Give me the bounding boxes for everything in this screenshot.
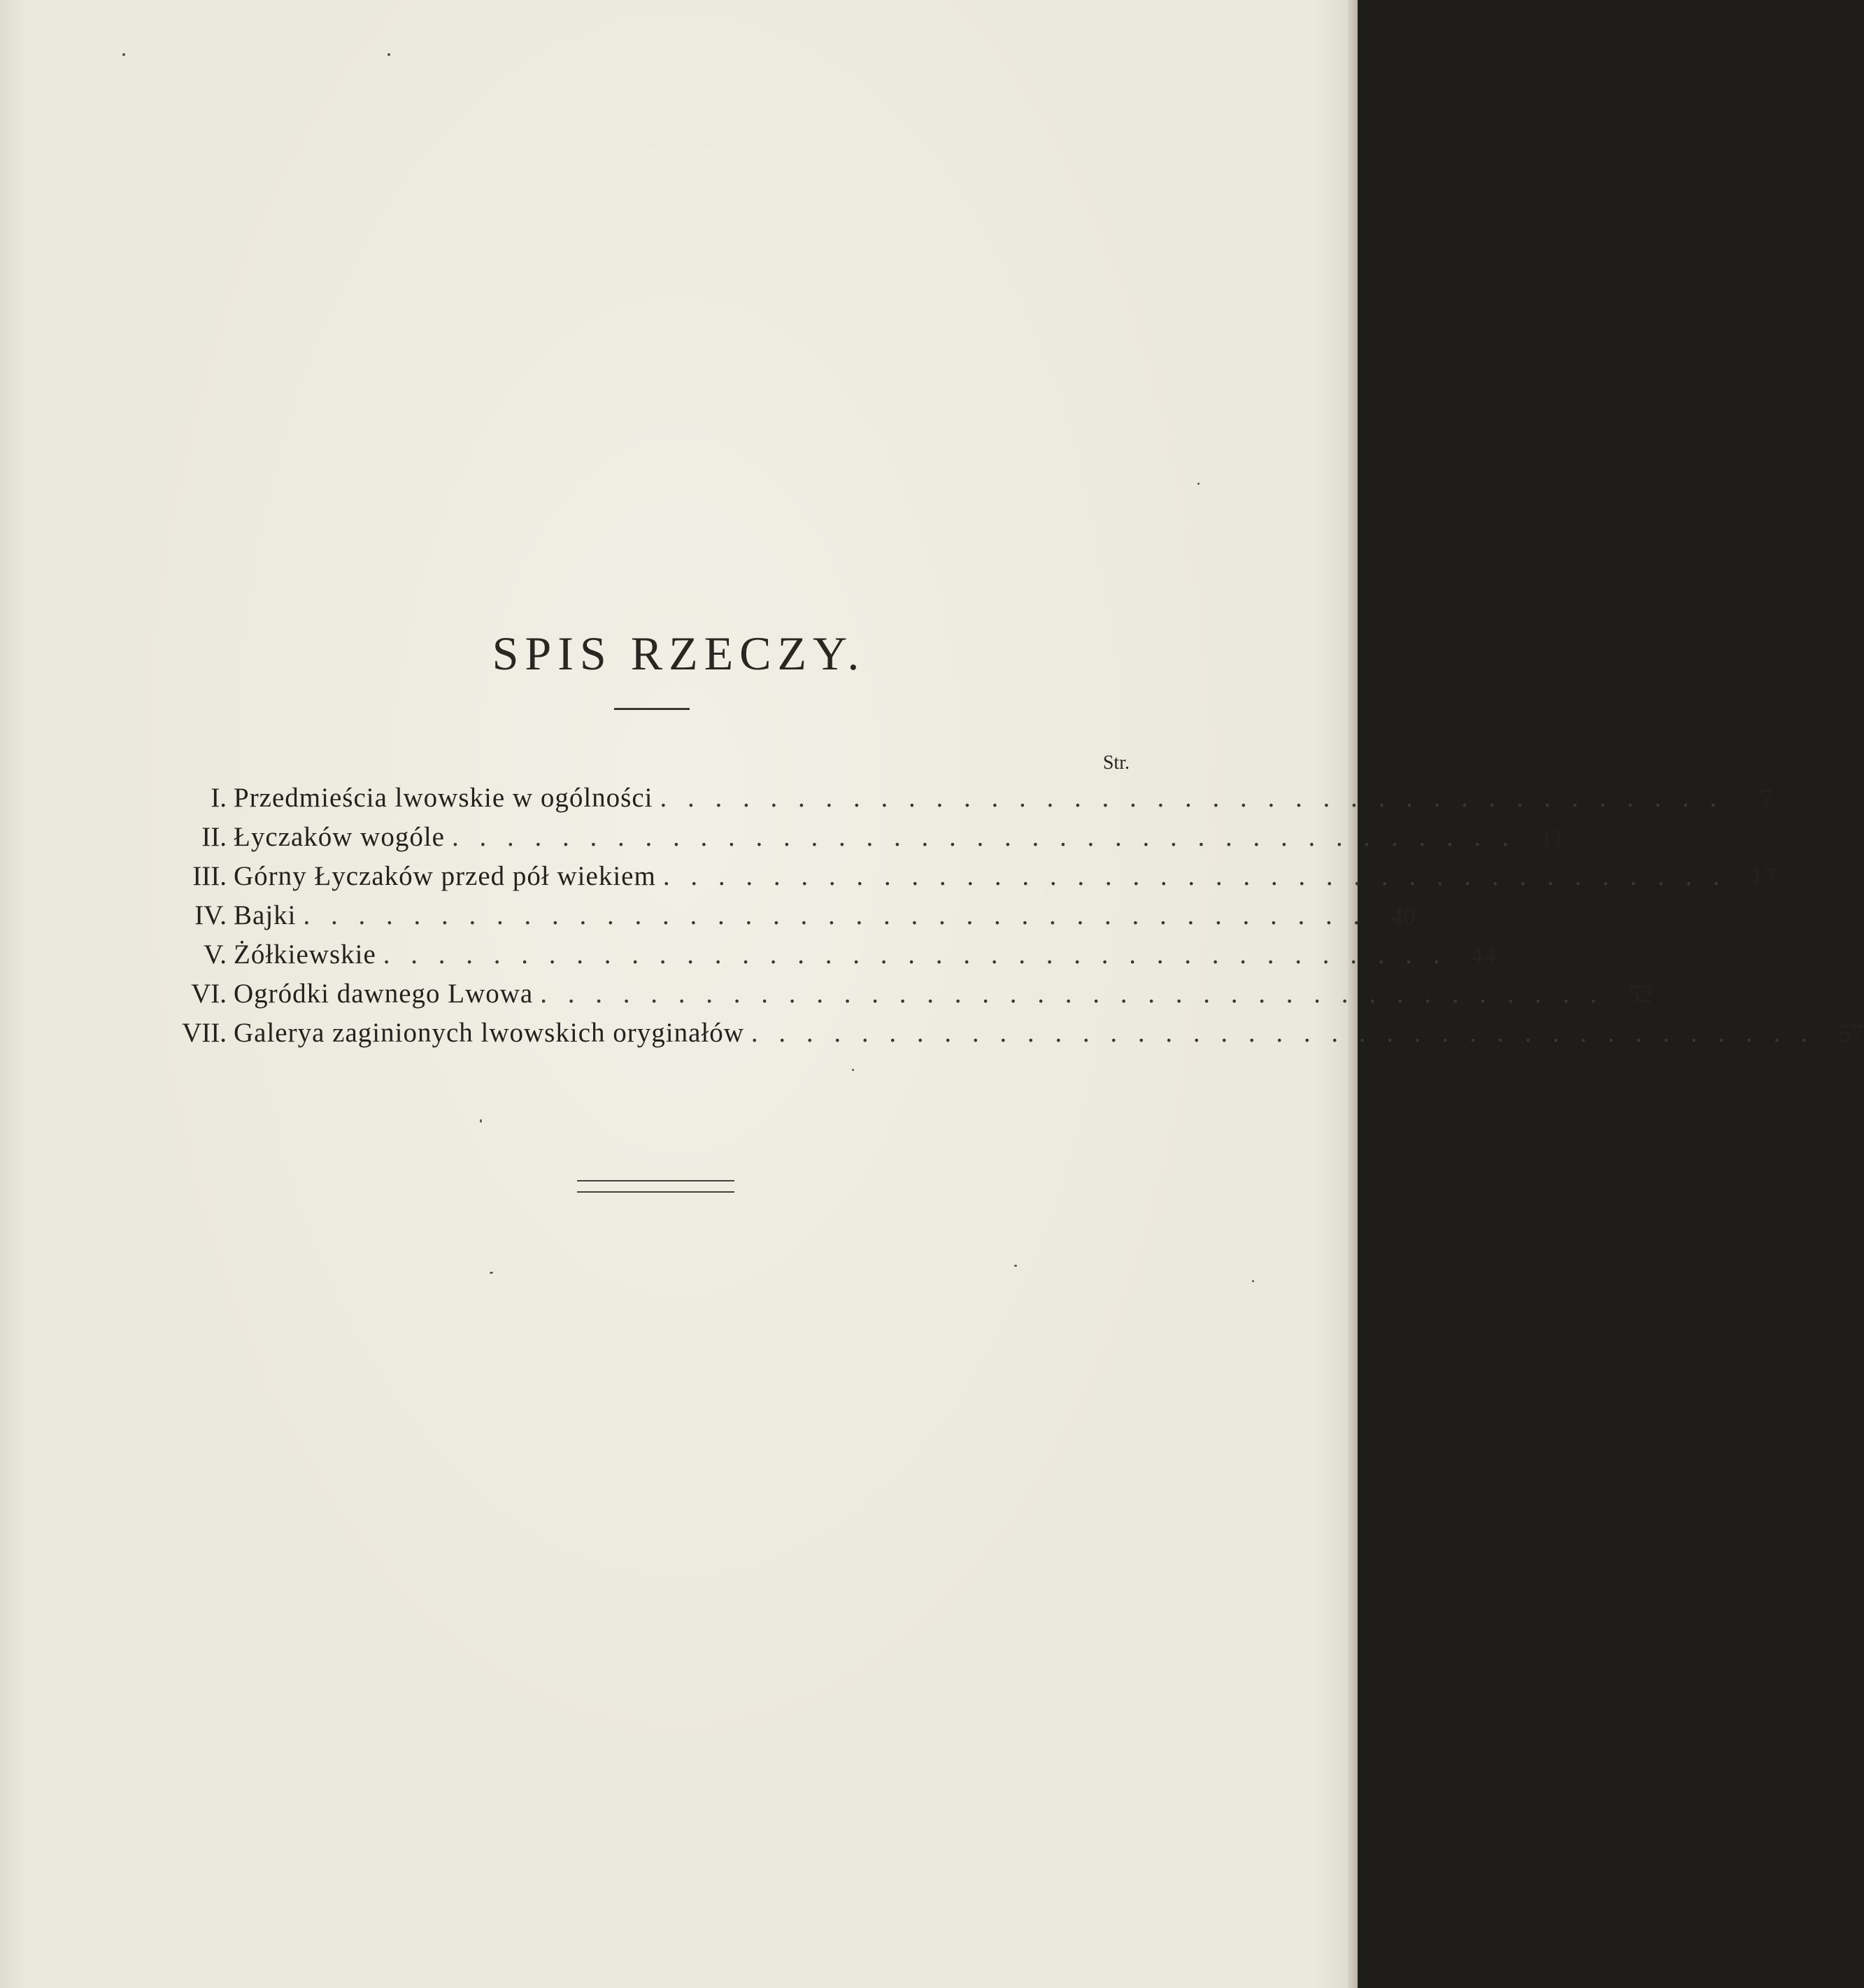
toc-dot-leader: . . . . . . . . . . . . . . . . . . . . . . . . . . . . . . . . . . . . . . . — [662, 861, 1727, 891]
closing-rule-top — [577, 1180, 734, 1181]
toc-dot-leader: . . . . . . . . . . . . . . . . . . . . . . . . . . . . . . . . . . . . . . . — [451, 822, 1516, 852]
toc-dot-leader: . . . . . . . . . . . . . . . . . . . . . . . . . . . . . . . . . . . . . . . — [303, 900, 1367, 930]
paper-speck — [1252, 1280, 1254, 1282]
toc-entry-number: II. — [201, 822, 227, 852]
paper-speck — [480, 1119, 482, 1123]
toc-entry-title: Bajki — [234, 900, 297, 930]
toc-entry-page: 17 — [1750, 862, 1776, 890]
paper-speck — [1014, 1265, 1017, 1267]
toc-dot-leader: . . . . . . . . . . . . . . . . . . . . . . . . . . . . . . . . . . . . . . . — [383, 939, 1447, 970]
paper-speck — [387, 53, 390, 56]
page-title: SPIS RZECZY. — [492, 627, 866, 680]
toc-entry — [168, 900, 1416, 939]
toc-dot-leader: . . . . . . . . . . . . . . . . . . . . . . . . . . . . . . . . . . . . . . . — [750, 1018, 1815, 1048]
toc-dot-leader: . . . . . . . . . . . . . . . . . . . . . . . . . . . . . . . . . . . . . . . — [660, 783, 1724, 813]
toc-entry-page: 57 — [1838, 1019, 1864, 1047]
toc-entry-page: 40 — [1390, 902, 1416, 930]
toc-entry-title: Górny Łyczaków przed pół wiekiem — [234, 861, 656, 891]
toc-entry-page: 44 — [1470, 941, 1496, 969]
paper-speck — [852, 1069, 854, 1071]
toc-entry-page: 52 — [1627, 980, 1653, 1008]
toc-entry-number: I. — [211, 783, 227, 813]
table-of-contents — [168, 782, 1864, 1056]
toc-entry-title: Żółkiewskie — [234, 939, 376, 970]
toc-entry — [168, 821, 1565, 860]
toc-entry-number: III. — [192, 861, 227, 891]
toc-entry-number: VI. — [191, 979, 227, 1009]
toc-entry-number: IV. — [194, 900, 227, 930]
toc-dot-leader: . . . . . . . . . . . . . . . . . . . . . . . . . . . . . . . . . . . . . . . — [540, 979, 1604, 1009]
toc-entry — [168, 939, 1496, 978]
page-column-label: Str. — [1102, 752, 1130, 774]
toc-entry-title: Ogródki dawnego Lwowa — [234, 979, 534, 1009]
paper-speck — [122, 53, 125, 56]
toc-entry-number: VII. — [182, 1018, 227, 1048]
toc-entry-title: Galerya zaginionych lwowskich oryginałów — [234, 1018, 744, 1048]
toc-entry-number: V. — [204, 939, 227, 970]
paper-speck — [1197, 483, 1200, 485]
toc-entry — [168, 860, 1776, 900]
closing-rule-bottom — [577, 1191, 734, 1193]
toc-entry-title: Łyczaków wogóle — [234, 822, 445, 852]
toc-entry-title: Przedmieścia lwowskie w ogólności — [234, 783, 653, 813]
toc-entry-page: 11 — [1540, 823, 1565, 851]
paper-speck — [490, 1272, 493, 1274]
title-underline — [614, 708, 690, 710]
toc-entry — [168, 1017, 1864, 1056]
toc-entry-page: 7 — [1760, 784, 1773, 812]
toc-entry — [168, 782, 1773, 821]
toc-entry — [168, 978, 1653, 1017]
